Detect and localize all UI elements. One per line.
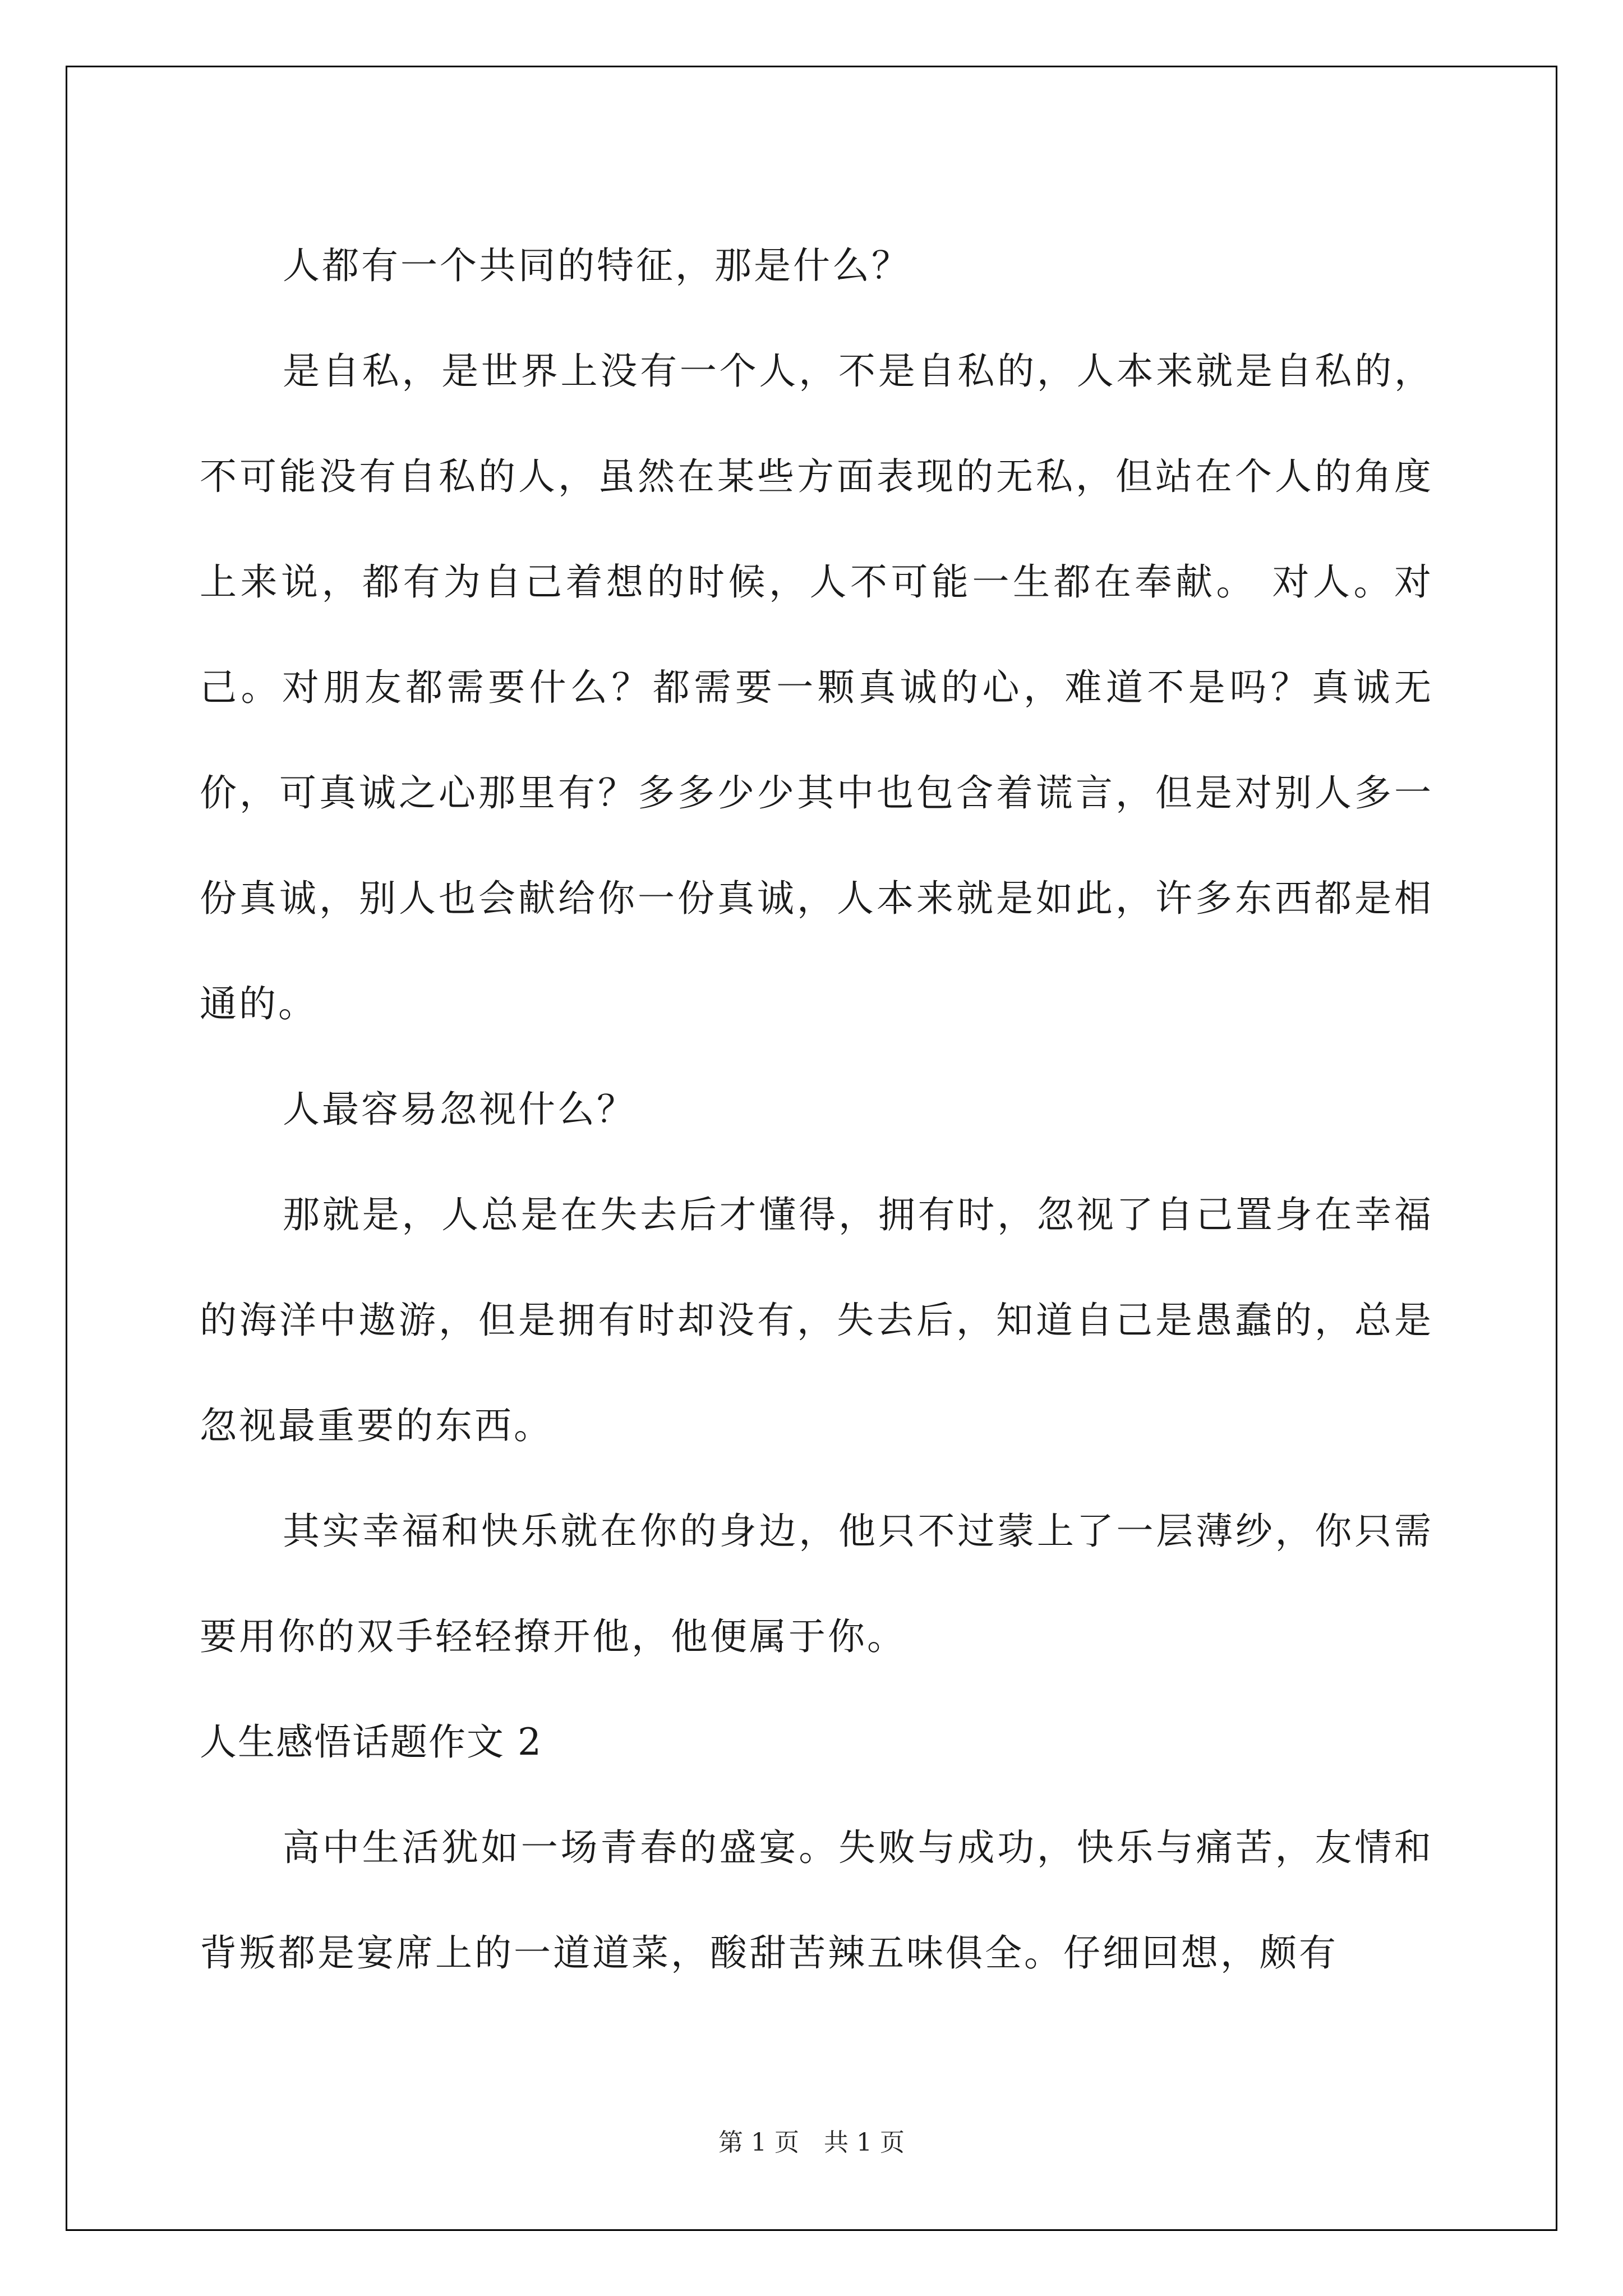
paragraph: 其实幸福和快乐就在你的身边，他只不过蒙上了一层薄纱，你只需要用你的双手轻轻撩开他，他便属于你。 (200, 1510, 1433, 1658)
page-footer: 第 1 页 共 1 页 (718, 2128, 905, 2157)
paragraph: 高中生活犹如一场青春的盛宴。失败与成功，快乐与痛苦，友情和背叛都是宴席上的一道道菜，酸甜苦辣五味俱全。仔细回想，颇有 (200, 1826, 1433, 1975)
section-title: 人生感悟话题作文 2 (200, 1720, 542, 1764)
paragraph: 人最容易忽视什么？ (283, 1088, 636, 1131)
paragraph: 人都有一个共同的特征，那是什么？ (283, 244, 911, 287)
paragraph: 是自私，是世界上没有一个人，不是自私的，人本来就是自私的，不可能没有自私的人，虽然在某些方面表现的无私，但站在个人的角度上来说，都有为自己着想的时候，人不可能一生都在奉献。 对人。对己。对朋友都需要什么？都需要一颗真诚的心，难道不是吗？真诚无价，可真诚之心那里有？多多少少其中也包含着谎言，但是对别人多一份真诚，别人也会献给你一份真诚，人本来就是如此，许多东西都是相通的。 (200, 349, 1433, 1025)
document-body (200, 213, 1433, 2006)
paragraph: 那就是，人总是在失去后才懂得，拥有时，忽视了自己置身在幸福的海洋中遨游，但是拥有时却没有，失去后，知道自己是愚蠢的，总是忽视最重要的东西。 (200, 1193, 1433, 1447)
